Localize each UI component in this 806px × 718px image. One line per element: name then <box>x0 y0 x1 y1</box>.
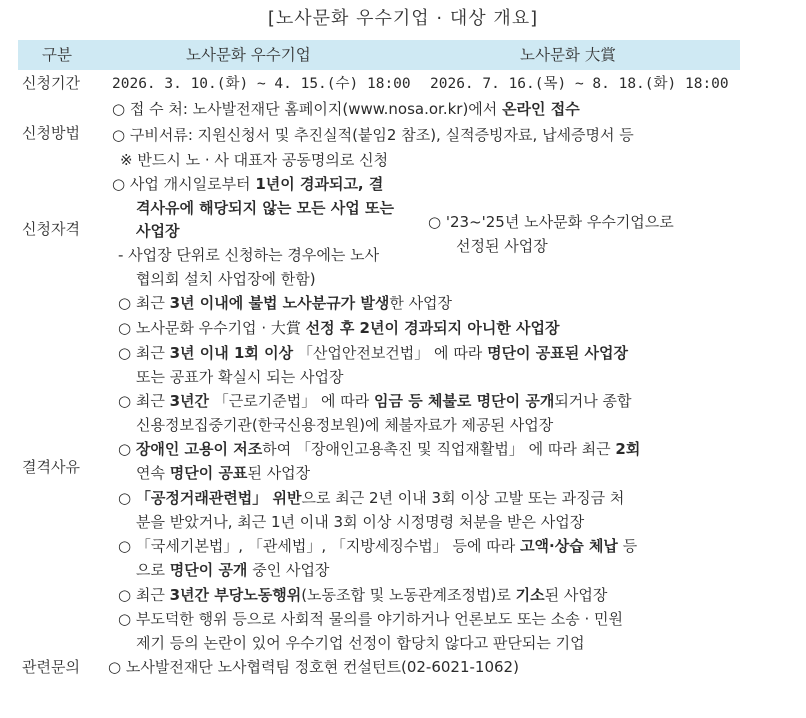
disq-item-4 <box>118 390 632 412</box>
disq-item-8 <box>118 584 607 606</box>
document-title: [노사문화 우수기업 · 대상 개요] <box>267 8 539 29</box>
method-submission <box>112 98 580 120</box>
disq-item-1-b: 3년 이내에 불법 노사분규가 발생 <box>169 294 390 312</box>
disq-item-7-a: ○ 「국세기본법」, 「관세법」, 「지방세징수법」 등에 따라 <box>118 537 521 555</box>
disq-item-8-e: 된 사업장 <box>544 586 608 604</box>
disq-item-8-b: 3년간 부당노동행위 <box>169 586 302 604</box>
disq-item-6-a: ○ <box>118 489 136 507</box>
disq-item-7-l2-a: 으로 <box>136 561 170 579</box>
disq-item-3-a: ○ 최근 <box>118 344 170 362</box>
disq-item-4-b: 3년간 <box>169 392 210 410</box>
disq-item-7-c: 등 <box>617 537 638 555</box>
eligibility-line2 <box>136 197 394 219</box>
eligibility-line1 <box>112 173 383 195</box>
disq-item-1-a: ○ 최근 <box>118 294 170 312</box>
disq-item-8-c: (노동조합 및 노동관계조정법)로 <box>301 586 516 604</box>
disq-item-6 <box>118 487 624 509</box>
disq-item-2-a: ○ 노사문화 우수기업 · 大賞 <box>118 319 306 337</box>
disq-item-3-b: 3년 이내 1회 이상 <box>169 344 294 362</box>
period-excellent: 2026. 3. 10.(화) ~ 4. 15.(수) 18:00 <box>112 76 411 92</box>
disq-item-7-l2-c: 중인 사업장 <box>247 561 330 579</box>
eligibility-grand-line2: 선정된 사업장 <box>456 237 548 255</box>
disq-item-6-b: 「공정거래관련법」 위반 <box>135 489 302 507</box>
disq-item-2 <box>118 317 560 339</box>
disq-item-5-l2-b: 명단이 공표 <box>169 464 248 482</box>
eligibility-line4: - 사업장 단위로 신청하는 경우에는 노사 <box>118 246 380 264</box>
disq-item-4-line2: 신용정보집중기관(한국신용정보원)에 체불자료가 제공된 사업장 <box>136 416 554 434</box>
disq-item-2-b: 선정 후 2년이 경과되지 아니한 사업장 <box>305 319 560 337</box>
method-note: ※ 반드시 노 · 사 대표자 공동명의로 신청 <box>120 151 389 169</box>
eligibility-line1-bold: 1년이 경과되고, 결 <box>255 175 384 193</box>
method-submission-text: ○ 접 수 처: 노사발전재단 홈페이지(www.nosa.or.kr)에서 <box>112 100 503 118</box>
row-label-method: 신청방법 <box>22 124 80 142</box>
disq-item-4-d: 임금 등 체불로 명단이 공개 <box>374 392 555 410</box>
eligibility-line3-bold: 사업장 <box>136 222 180 240</box>
contact-info: ○ 노사발전재단 노사협력팀 정호현 컨설턴트(02-6021-1062) <box>108 658 519 676</box>
disq-item-7-l2-b: 명단이 공개 <box>169 561 248 579</box>
disq-item-6-c: 으로 최근 2년 이내 3회 이상 고발 또는 과징금 처 <box>301 489 625 507</box>
disq-item-4-a: ○ 최근 <box>118 392 170 410</box>
disq-item-3-d: 명단이 공표된 사업장 <box>487 344 628 362</box>
disq-item-7-line2 <box>136 559 329 581</box>
disq-item-5-a: ○ <box>118 440 136 458</box>
disq-item-8-d: 기소 <box>515 586 545 604</box>
disq-item-1-c: 한 사업장 <box>389 294 453 312</box>
disq-item-5 <box>118 438 640 460</box>
disq-item-7 <box>118 535 637 557</box>
method-documents: ○ 구비서류: 지원신청서 및 추진실적(붙임2 참조), 실적증빙자료, 납세증명서 등 <box>112 126 634 144</box>
disq-item-5-l2-a: 연속 <box>136 464 170 482</box>
disq-item-9-line2: 제기 등의 논란이 있어 우수기업 선정이 합당치 않다고 판단되는 기업 <box>136 634 585 652</box>
eligibility-grand-line1: ○ '23~'25년 노사문화 우수기업으로 <box>428 213 674 231</box>
disq-item-5-c: 하여 「장애인고용촉진 및 직업재활법」 에 따라 최근 <box>262 440 616 458</box>
header-grand-prize: 노사문화 大賞 <box>520 46 616 64</box>
period-grand: 2026. 7. 16.(목) ~ 8. 18.(화) 18:00 <box>430 76 729 92</box>
row-label-period: 신청기간 <box>22 74 80 92</box>
eligibility-line3 <box>136 220 179 242</box>
header-category: 구분 <box>42 46 72 64</box>
disq-item-3-c: 「산업안전보건법」 에 따라 <box>293 344 488 362</box>
disq-item-8-a: ○ 최근 <box>118 586 170 604</box>
disq-item-6-line2: 분을 받았거나, 최근 1년 이내 3회 이상 시정명령 처분을 받은 사업장 <box>136 513 585 531</box>
table-header-band <box>18 40 740 70</box>
row-label-contact: 관련문의 <box>22 658 80 676</box>
row-label-disqualification: 결격사유 <box>22 458 80 476</box>
disq-item-1 <box>118 292 452 314</box>
disq-item-3-line2: 또는 공표가 확실시 되는 사업장 <box>136 368 344 386</box>
method-online-label: 온라인 접수 <box>502 100 580 118</box>
disq-item-5-d: 2회 <box>615 440 641 458</box>
header-excellent-company: 노사문화 우수기업 <box>186 46 311 64</box>
disq-item-5-b: 장애인 고용이 저조 <box>135 440 263 458</box>
row-label-eligibility: 신청자격 <box>22 220 80 238</box>
disq-item-4-e: 되거나 종합 <box>554 392 632 410</box>
eligibility-line1-text: ○ 사업 개시일로부터 <box>112 175 256 193</box>
eligibility-line5: 협의회 설치 사업장에 한함) <box>136 270 316 288</box>
disq-item-9: ○ 부도덕한 행위 등으로 사회적 물의를 야기하거나 언론보도 또는 소송 · 민원 <box>118 610 624 628</box>
eligibility-line2-bold: 격사유에 해당되지 않는 모든 사업 또는 <box>136 199 394 217</box>
disq-item-7-b: 고액·상습 체납 <box>520 537 618 555</box>
disq-item-5-line2 <box>136 462 310 484</box>
disq-item-4-c: 「근로기준법」 에 따라 <box>209 392 375 410</box>
disq-item-5-l2-c: 된 사업장 <box>247 464 311 482</box>
disq-item-3 <box>118 342 628 364</box>
